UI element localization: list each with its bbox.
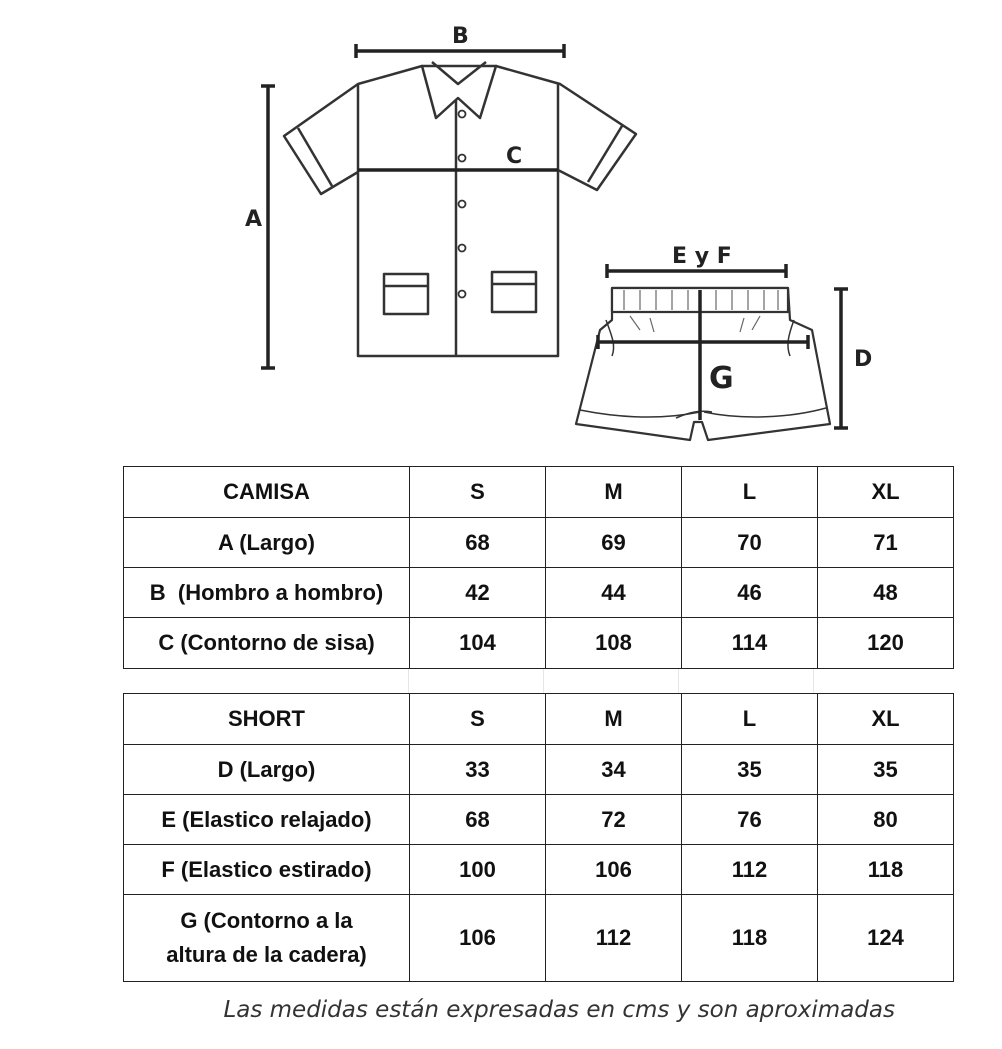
- label-a: A: [245, 207, 263, 232]
- label-d: D: [854, 347, 873, 372]
- shorts-drawing: [576, 288, 830, 440]
- table-cell: 112: [682, 845, 818, 895]
- header-cell: M: [546, 694, 682, 745]
- shirt-size-table: [123, 466, 954, 669]
- table-cell: 100: [410, 845, 546, 895]
- header-cell: CAMISA: [124, 467, 410, 518]
- footnote: Las medidas están expresadas en cms y son aproximadas: [223, 997, 895, 1023]
- table-cell: 104: [410, 618, 546, 669]
- table-cell: 114: [682, 618, 818, 669]
- table-cell: 118: [682, 895, 818, 982]
- table-cell: 48: [818, 568, 954, 618]
- table-row: [124, 618, 954, 669]
- table-row: [124, 568, 954, 618]
- table-cell: 42: [410, 568, 546, 618]
- table-cell: 80: [818, 795, 954, 845]
- row-label: A (Largo): [124, 518, 410, 568]
- row-label: C (Contorno de sisa): [124, 618, 410, 669]
- shirt-drawing: [284, 62, 636, 356]
- header-cell: SHORT: [124, 694, 410, 745]
- short-size-table: [123, 693, 954, 982]
- row-label-line-1: G (Contorno a la: [180, 908, 353, 933]
- table-cell: 76: [682, 795, 818, 845]
- table-cell: 70: [682, 518, 818, 568]
- row-label-line-2: altura de la cadera): [166, 942, 367, 967]
- row-label: B (Hombro a hombro): [124, 568, 410, 618]
- header-cell: L: [682, 467, 818, 518]
- table-row: [124, 518, 954, 568]
- table-row: [124, 845, 954, 895]
- table-cell: 44: [546, 568, 682, 618]
- table-cell: 69: [546, 518, 682, 568]
- row-label: D (Largo): [124, 745, 410, 795]
- table-row: [124, 795, 954, 845]
- table-cell: 118: [818, 845, 954, 895]
- table-cell: 34: [546, 745, 682, 795]
- row-label: E (Elastico relajado): [124, 795, 410, 845]
- table-row: [124, 745, 954, 795]
- garment-diagram: [0, 0, 1002, 460]
- row-label: [124, 895, 410, 982]
- table-separator: [123, 669, 948, 693]
- header-cell: S: [410, 467, 546, 518]
- table-header-row: [124, 467, 954, 518]
- label-c: C: [506, 144, 523, 169]
- header-cell: S: [410, 694, 546, 745]
- table-cell: 35: [682, 745, 818, 795]
- table-cell: 71: [818, 518, 954, 568]
- row-label: F (Elastico estirado): [124, 845, 410, 895]
- table-cell: 106: [410, 895, 546, 982]
- table-cell: 68: [410, 795, 546, 845]
- table-cell: 33: [410, 745, 546, 795]
- header-cell: M: [546, 467, 682, 518]
- table-cell: 108: [546, 618, 682, 669]
- label-e-y-f: E y F: [672, 244, 732, 269]
- table-cell: 112: [546, 895, 682, 982]
- label-g: G: [709, 361, 734, 396]
- table-cell: 120: [818, 618, 954, 669]
- table-cell: 124: [818, 895, 954, 982]
- header-cell: XL: [818, 467, 954, 518]
- table-row: [124, 895, 954, 982]
- table-header-row: [124, 694, 954, 745]
- label-b: B: [452, 24, 469, 49]
- table-cell: 68: [410, 518, 546, 568]
- table-cell: 106: [546, 845, 682, 895]
- table-cell: 72: [546, 795, 682, 845]
- table-cell: 46: [682, 568, 818, 618]
- header-cell: XL: [818, 694, 954, 745]
- header-cell: L: [682, 694, 818, 745]
- table-cell: 35: [818, 745, 954, 795]
